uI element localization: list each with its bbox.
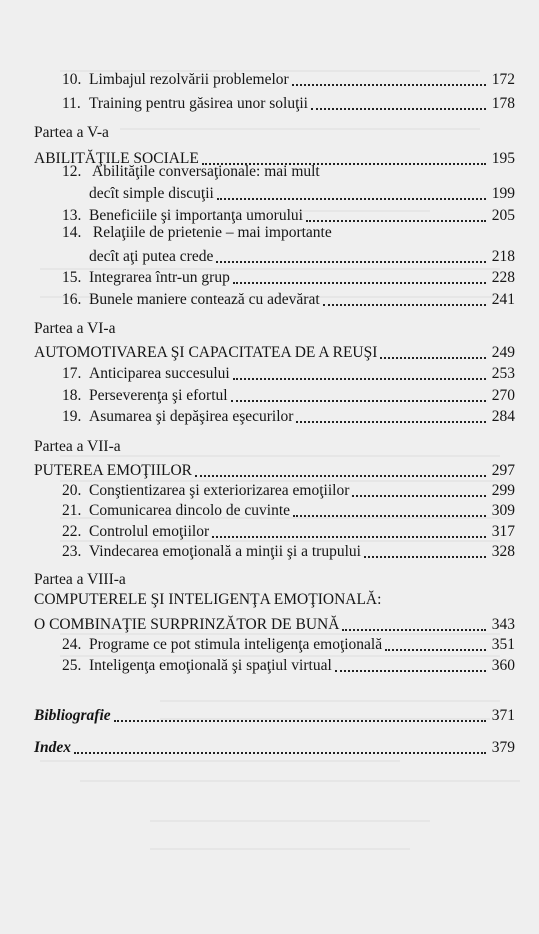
page-number: 371 bbox=[491, 707, 515, 724]
page-number: 249 bbox=[491, 344, 515, 361]
toc-entry-continuation[interactable] bbox=[89, 244, 515, 266]
page-number: 379 bbox=[491, 739, 515, 756]
page-number: 297 bbox=[491, 462, 515, 479]
dot-leader bbox=[311, 107, 486, 110]
chapter-number: 21. bbox=[62, 502, 82, 519]
page-number: 351 bbox=[491, 636, 515, 653]
dot-leader bbox=[306, 219, 486, 222]
section-title-line: COMPUTERELE ŞI INTELIGENŢA EMOŢIONALĂ: bbox=[34, 591, 382, 608]
chapter-number: 19. bbox=[62, 408, 82, 425]
dot-leader bbox=[195, 474, 486, 477]
dot-leader bbox=[217, 197, 486, 200]
dot-leader bbox=[380, 356, 486, 359]
chapter-title: Inteligenţa emoţională şi spaţiul virtual bbox=[89, 657, 332, 674]
dot-leader bbox=[293, 514, 486, 517]
dot-leader bbox=[74, 751, 486, 754]
toc-entry[interactable] bbox=[62, 91, 515, 113]
chapter-title: Limbajul rezolvării problemelor bbox=[89, 71, 289, 88]
dot-leader bbox=[212, 535, 486, 538]
dot-leader bbox=[342, 628, 486, 631]
page-number: 199 bbox=[491, 185, 515, 202]
toc-entry[interactable] bbox=[62, 632, 515, 654]
section-entry[interactable] bbox=[34, 340, 515, 362]
back-matter-title: Bibliografie bbox=[34, 707, 111, 724]
page-number: 309 bbox=[491, 502, 515, 519]
back-matter-entry[interactable] bbox=[34, 703, 515, 725]
chapter-title-continued: decît simple discuţii bbox=[89, 185, 214, 202]
dot-leader bbox=[233, 377, 486, 380]
dot-leader bbox=[233, 281, 486, 284]
page-number: 172 bbox=[491, 71, 515, 88]
dot-leader bbox=[364, 555, 486, 558]
toc-entry[interactable] bbox=[62, 287, 515, 309]
chapter-number: 25. bbox=[62, 657, 82, 674]
chapter-title: Abilităţile conversaţionale: mai mult bbox=[92, 163, 320, 180]
chapter-title: Controlul emoţiilor bbox=[89, 523, 210, 540]
toc-entry[interactable] bbox=[62, 478, 515, 500]
page-number: 299 bbox=[491, 482, 515, 499]
toc-entry[interactable] bbox=[62, 67, 515, 89]
page-number: 205 bbox=[491, 207, 515, 224]
back-matter-title: Index bbox=[34, 739, 72, 756]
toc-entry-continuation[interactable] bbox=[89, 181, 515, 203]
toc-entry[interactable] bbox=[62, 224, 515, 246]
part-label: Partea a VII-a bbox=[34, 438, 121, 455]
page-number: 241 bbox=[491, 291, 515, 308]
part-label: Partea a V-a bbox=[34, 124, 109, 141]
chapter-title: Training pentru găsirea unor soluţii bbox=[89, 95, 308, 112]
page-number: 284 bbox=[491, 408, 515, 425]
toc-entry[interactable] bbox=[62, 404, 515, 426]
page-number: 218 bbox=[491, 248, 515, 265]
page-number: 343 bbox=[491, 616, 515, 633]
chapter-title: Integrarea într-un grup bbox=[89, 269, 230, 286]
chapter-title: Vindecarea emoţională a minţii şi a trupului bbox=[89, 543, 361, 560]
chapter-title: Beneficiile şi importanţa umorului bbox=[89, 207, 303, 224]
toc-entry[interactable] bbox=[62, 519, 515, 541]
chapter-number: 22. bbox=[62, 523, 82, 540]
chapter-number: 18. bbox=[62, 387, 82, 404]
page-number: 317 bbox=[491, 523, 515, 540]
toc-entry[interactable] bbox=[62, 383, 515, 405]
section-entry[interactable] bbox=[34, 458, 515, 480]
chapter-title: Comunicarea dincolo de cuvinte bbox=[89, 502, 291, 519]
dot-leader bbox=[323, 303, 486, 306]
chapter-number: 20. bbox=[62, 482, 82, 499]
dot-leader bbox=[292, 83, 486, 86]
page-number: 270 bbox=[491, 387, 515, 404]
chapter-title: Asumarea şi depăşirea eşecurilor bbox=[89, 408, 294, 425]
chapter-title: Programe ce pot stimula inteligenţa emoţională bbox=[89, 636, 383, 653]
part-label: Partea a VI-a bbox=[34, 320, 116, 337]
dot-leader bbox=[114, 719, 486, 722]
chapter-title-continued: decît aţi putea crede bbox=[89, 248, 214, 265]
chapter-number: 11. bbox=[62, 95, 81, 112]
chapter-number: 13. bbox=[62, 207, 82, 224]
page-number: 228 bbox=[491, 269, 515, 286]
chapter-number: 16. bbox=[62, 291, 82, 308]
toc-entry[interactable] bbox=[62, 203, 515, 225]
page-number: 178 bbox=[491, 95, 515, 112]
chapter-number: 23. bbox=[62, 543, 82, 560]
section-entry[interactable] bbox=[34, 612, 515, 634]
chapter-title: Perseverenţa şi efortul bbox=[89, 387, 228, 404]
chapter-number: 14. bbox=[62, 224, 82, 241]
back-matter-entry[interactable] bbox=[34, 735, 515, 757]
chapter-title: Bunele maniere contează cu adevărat bbox=[89, 291, 320, 308]
toc-entry[interactable] bbox=[62, 539, 515, 561]
dot-leader bbox=[216, 260, 486, 263]
chapter-number: 15. bbox=[62, 269, 82, 286]
section-title: ABILITĂŢILE SOCIALE bbox=[34, 150, 199, 167]
page-number: 253 bbox=[491, 365, 515, 382]
chapter-title: Relaţiile de prietenie – mai importante bbox=[92, 224, 332, 241]
toc-entry[interactable] bbox=[62, 361, 515, 383]
page-number: 195 bbox=[491, 150, 515, 167]
dot-leader bbox=[352, 494, 486, 497]
dot-leader bbox=[296, 420, 486, 423]
page-number: 328 bbox=[491, 543, 515, 560]
chapter-title: Conştientizarea şi exteriorizarea emoţiilor bbox=[89, 482, 350, 499]
toc-entry[interactable] bbox=[62, 498, 515, 520]
chapter-number: 12. bbox=[62, 163, 82, 180]
page-number: 360 bbox=[491, 657, 515, 674]
chapter-number: 17. bbox=[62, 365, 82, 382]
toc-entry[interactable] bbox=[62, 265, 515, 287]
part-label: Partea a VIII-a bbox=[34, 571, 126, 588]
chapter-title: Anticiparea succesului bbox=[89, 365, 230, 382]
dot-leader bbox=[335, 669, 486, 672]
section-title: O COMBINAŢIE SURPRINZĂTOR DE BUNĂ bbox=[34, 616, 340, 633]
chapter-number: 24. bbox=[62, 636, 82, 653]
toc-entry[interactable] bbox=[62, 653, 515, 675]
dot-leader bbox=[385, 648, 486, 651]
chapter-number: 10. bbox=[62, 71, 82, 88]
section-title: AUTOMOTIVAREA ŞI CAPACITATEA DE A REUŞI bbox=[34, 344, 378, 361]
section-title: PUTEREA EMOŢIILOR bbox=[34, 462, 193, 479]
dot-leader bbox=[231, 399, 486, 402]
